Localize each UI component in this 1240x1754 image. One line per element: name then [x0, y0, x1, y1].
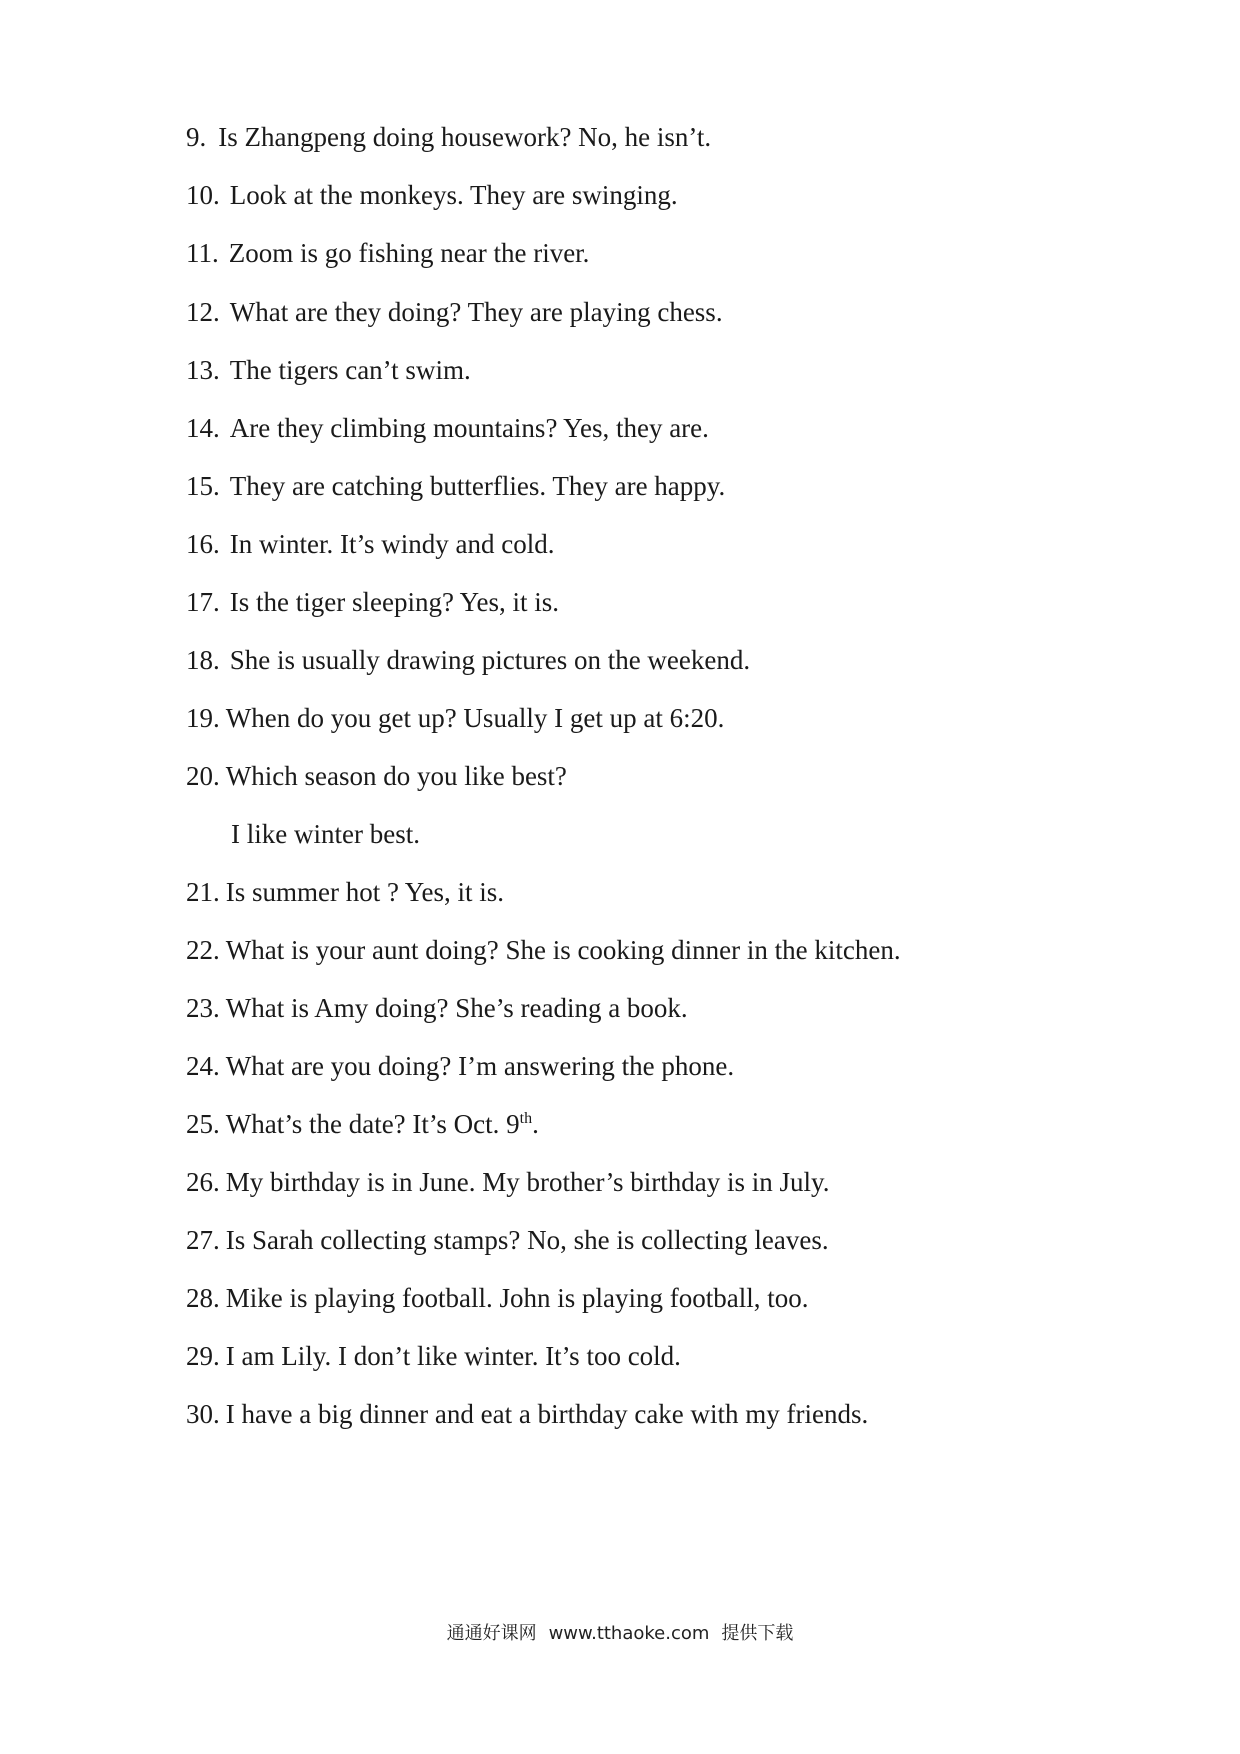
sentence-text: Which season do you like best?	[225, 761, 567, 791]
sentence-line	[186, 178, 678, 212]
sentence-line	[186, 933, 901, 967]
sentence-number: 24.	[186, 1051, 220, 1081]
sentence-text: Are they climbing mountains? Yes, they are.	[229, 413, 709, 443]
sentence-line	[186, 643, 750, 677]
sentence-line	[186, 1397, 868, 1431]
sentence-text: When do you get up? Usually I get up at 6:20.	[225, 703, 725, 733]
sentence-text: Is Zhangpeng doing housework? No, he isn’t.	[218, 122, 712, 152]
sentence-number: 28.	[186, 1283, 220, 1313]
sentence-line	[186, 1107, 539, 1141]
sentence-number: 30.	[186, 1399, 220, 1429]
sentence-number: 9.	[186, 122, 207, 152]
sentence-number: 29.	[186, 1341, 220, 1371]
sentence-number: 12.	[186, 297, 220, 327]
sentence-number: 21.	[186, 877, 220, 907]
sentence-continuation	[231, 817, 420, 851]
sentence-line	[186, 585, 559, 619]
sentence-line	[186, 759, 567, 793]
sentence-text: What are you doing? I’m answering the phone.	[225, 1051, 735, 1081]
sentence-text: In winter. It’s windy and cold.	[229, 529, 555, 559]
sentence-line	[186, 469, 725, 503]
sentence-text-end: .	[532, 1109, 539, 1139]
sentence-text: The tigers can’t swim.	[229, 355, 471, 385]
sentence-line	[186, 1339, 681, 1373]
sentence-number: 11.	[186, 238, 219, 268]
sentence-number: 13.	[186, 355, 220, 385]
sentence-line	[186, 527, 554, 561]
sentence-text: They are catching butterflies. They are happy.	[229, 471, 726, 501]
sentence-text	[226, 1109, 539, 1139]
sentence-text: I am Lily. I don’t like winter. It’s too cold.	[225, 1341, 681, 1371]
footer-url[interactable]: www.tthaoke.com	[548, 1623, 710, 1644]
sentence-number: 23.	[186, 993, 220, 1023]
sentence-number: 15.	[186, 471, 220, 501]
sentence-line	[186, 991, 688, 1025]
sentence-line	[186, 1281, 808, 1315]
sentence-number: 16.	[186, 529, 220, 559]
sentence-number: 22.	[186, 935, 220, 965]
sentence-text: I like winter best.	[231, 819, 420, 849]
ordinal-suffix: th	[519, 1110, 533, 1127]
sentence-line	[186, 411, 709, 445]
footer-download-text: 提供下载	[721, 1623, 794, 1644]
sentence-text: Look at the monkeys. They are swinging.	[229, 180, 678, 210]
sentence-line	[186, 353, 471, 387]
sentence-text: Is Sarah collecting stamps? No, she is collecting leaves.	[225, 1225, 829, 1255]
sentence-text: What is your aunt doing? She is cooking dinner in the kitchen.	[225, 935, 901, 965]
sentence-line	[186, 875, 504, 909]
sentence-number: 18.	[186, 645, 220, 675]
sentence-line	[186, 236, 589, 270]
sentence-number: 14.	[186, 413, 220, 443]
sentence-text: What is Amy doing? She’s reading a book.	[225, 993, 688, 1023]
sentence-number: 25.	[186, 1109, 220, 1139]
sentence-line	[186, 120, 711, 154]
sentence-line	[186, 1223, 829, 1257]
sentence-text: My birthday is in June. My brother’s birthday is in July.	[225, 1167, 830, 1197]
footer	[0, 1622, 1240, 1646]
sentence-line	[186, 1165, 829, 1199]
sentence-text: Is the tiger sleeping? Yes, it is.	[229, 587, 559, 617]
sentence-text-main: What’s the date? It’s Oct. 9	[225, 1109, 520, 1139]
sentence-number: 20.	[186, 761, 220, 791]
sentence-line	[186, 295, 723, 329]
sentence-text: I have a big dinner and eat a birthday cake with my friends.	[225, 1399, 869, 1429]
sentence-text: What are they doing? They are playing chess.	[229, 297, 723, 327]
sentence-text: Mike is playing football. John is playing football, too.	[225, 1283, 809, 1313]
sentence-number: 17.	[186, 587, 220, 617]
sentence-number: 27.	[186, 1225, 220, 1255]
sentence-text: Zoom is go fishing near the river.	[228, 238, 590, 268]
sentence-line	[186, 701, 724, 735]
footer-site-name: 通通好课网	[446, 1623, 537, 1644]
sentence-number: 19.	[186, 703, 220, 733]
sentence-text: She is usually drawing pictures on the weekend.	[229, 645, 751, 675]
sentence-number: 26.	[186, 1167, 220, 1197]
sentence-text: Is summer hot ? Yes, it is.	[225, 877, 505, 907]
sentence-line	[186, 1049, 734, 1083]
sentence-number: 10.	[186, 180, 220, 210]
